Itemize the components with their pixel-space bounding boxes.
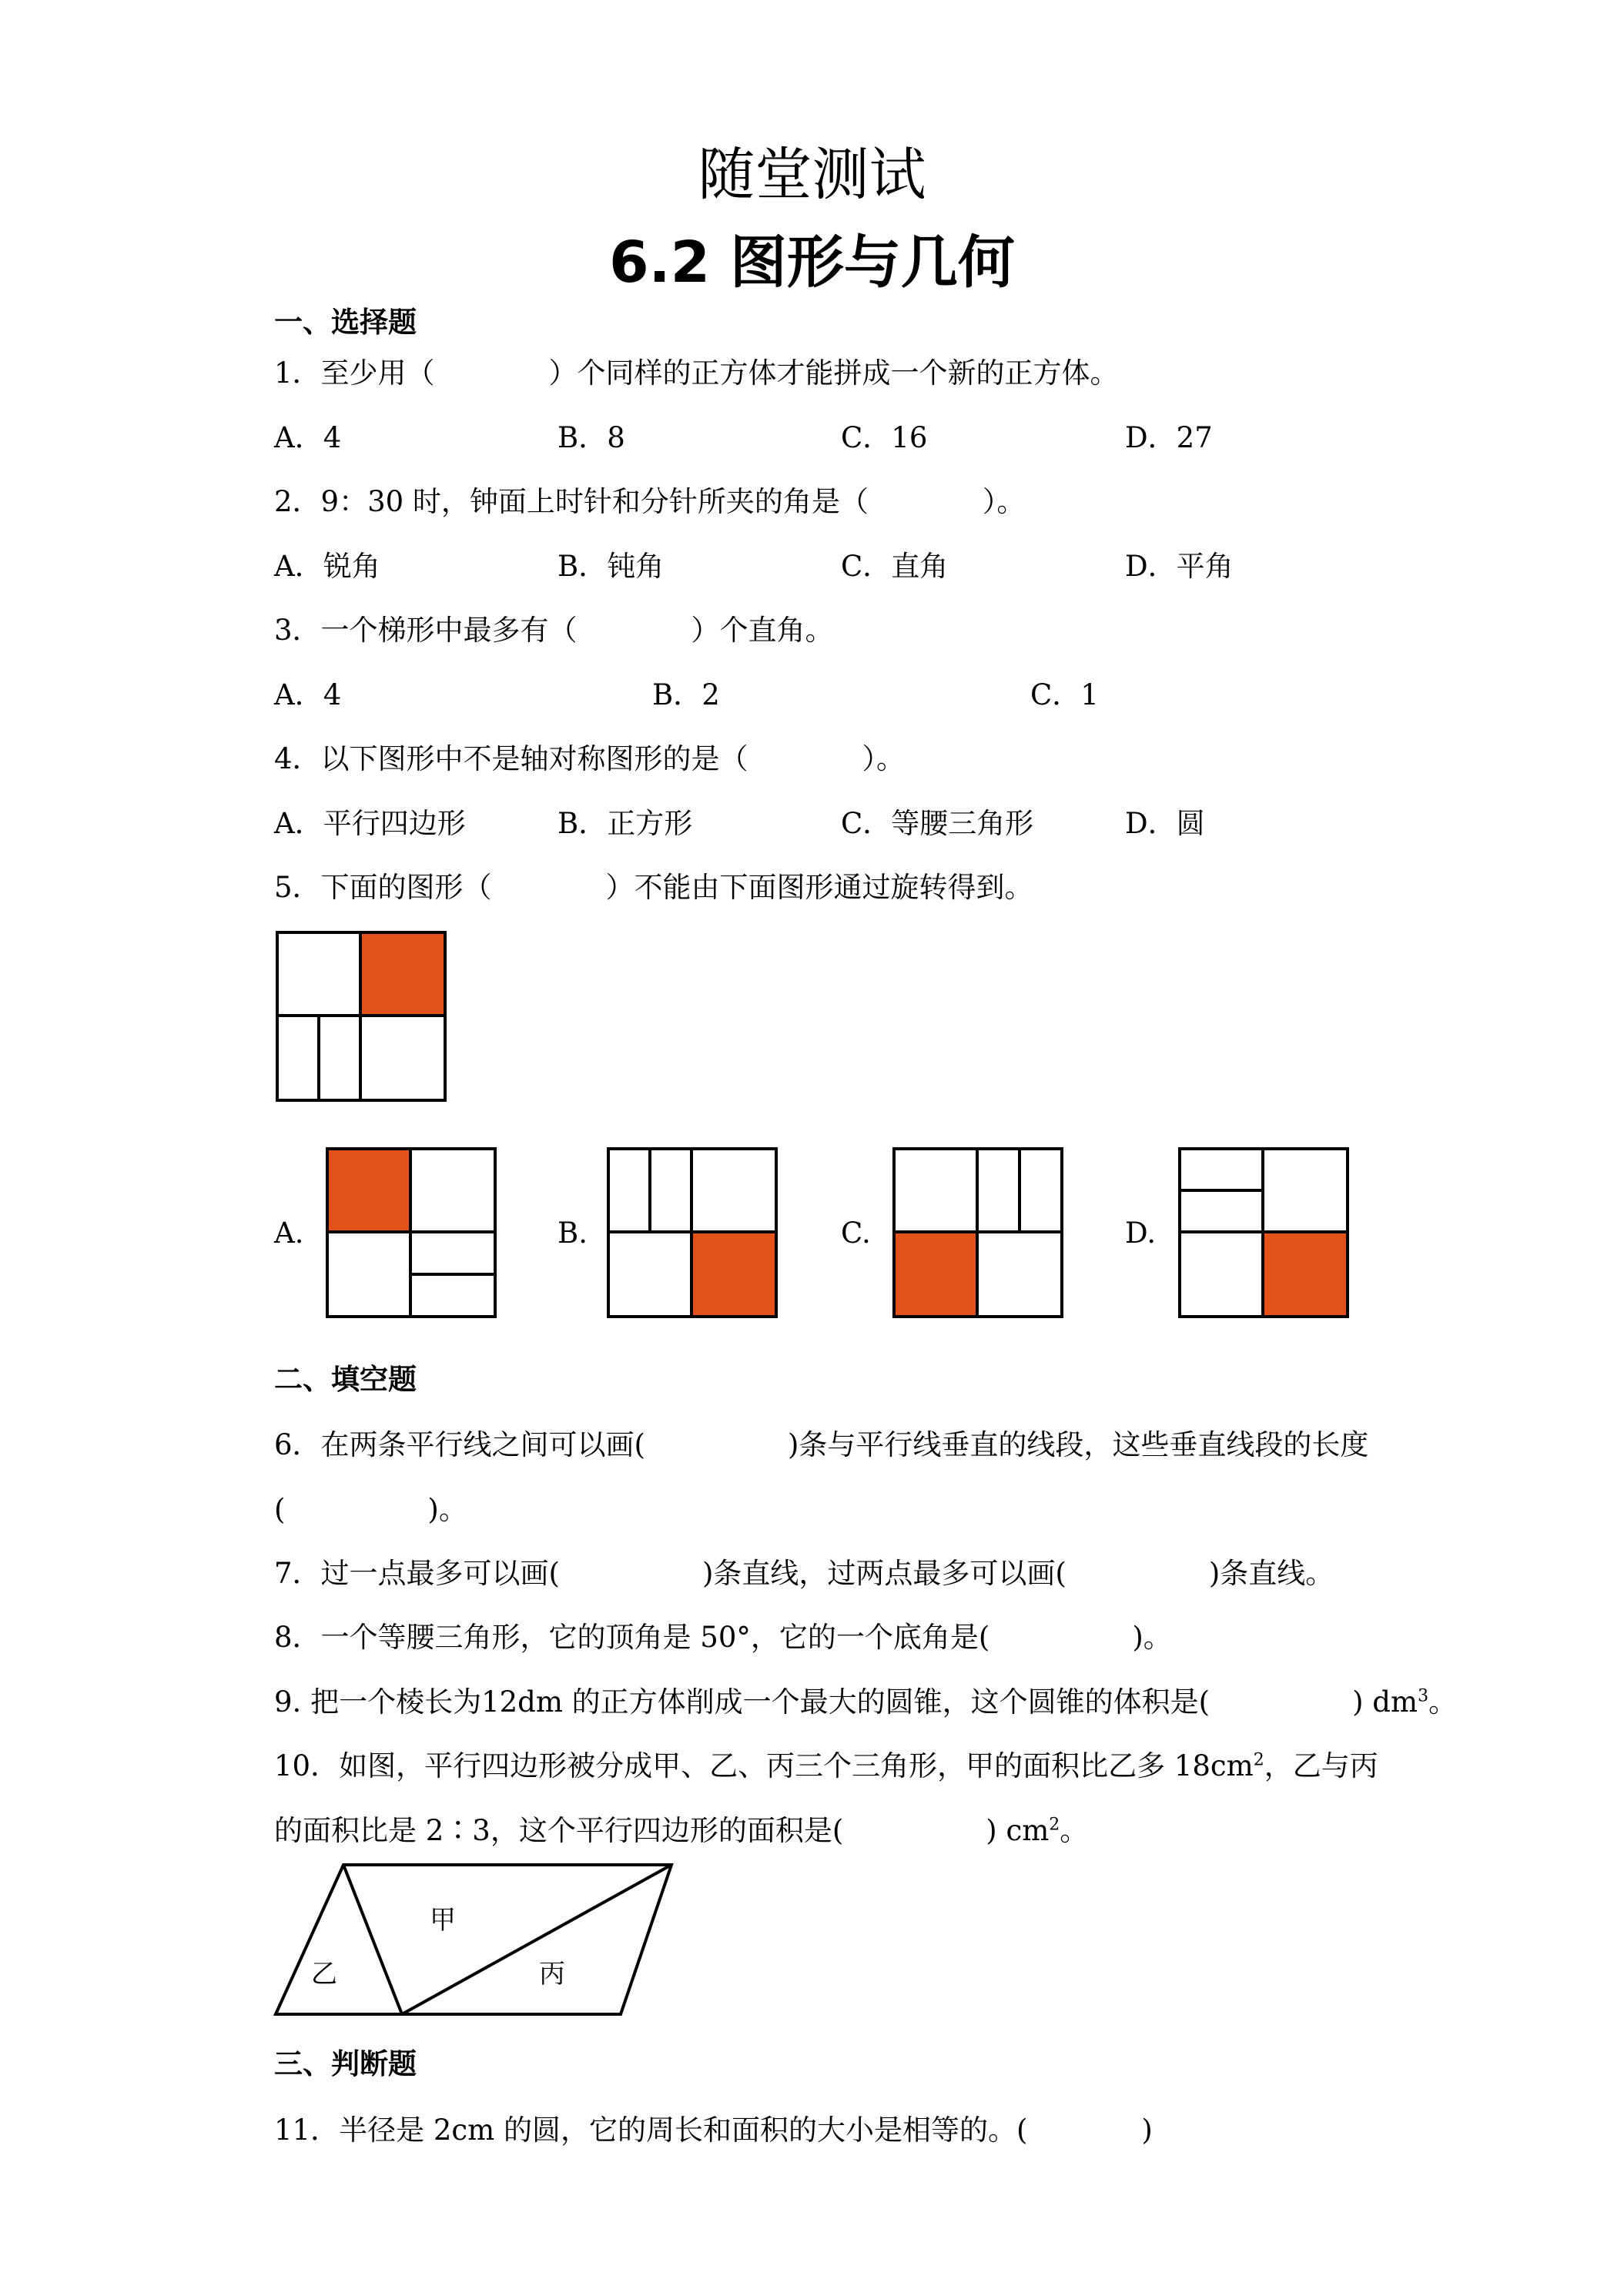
q10-exponent-2: 2 — [1049, 1815, 1060, 1835]
page-title: 随堂测试 — [698, 142, 926, 208]
question-6-line-2: ( )。 — [274, 1493, 467, 1526]
question-6-line-1: 6．在两条平行线之间可以画( )条与平行线垂直的线段，这些垂直线段的长度 — [274, 1428, 1369, 1461]
question-11: 11．半径是 2cm 的圆，它的周长和面积的大小是相等的。( ) — [274, 2114, 1153, 2147]
q3-option-a[interactable]: A．4 — [274, 678, 342, 711]
question-10-line-1: 10．如图，平行四边形被分成甲、乙、丙三个三角形，甲的面积比乙多 $18cm^2$，乙与丙 — [274, 1749, 1378, 1782]
q3-option-c[interactable]: C．1 — [1030, 678, 1099, 711]
q1-option-b[interactable]: B．8 — [558, 421, 625, 454]
question-1: 1．至少用（ ）个同样的正方体才能拼成一个新的正方体。 — [274, 356, 1119, 390]
question-8: 8．一个等腰三角形，它的顶角是 50°，它的一个底角是( )。 — [274, 1621, 1172, 1654]
q5-option-d-figure[interactable] — [1178, 1147, 1349, 1318]
question-9: 9. 把一个棱长为12dm 的正方体削成一个最大的圆锥，这个圆锥的体积是( ) $dm^3$。 — [274, 1685, 1458, 1719]
page-subtitle: 6.2 图形与几何 — [609, 229, 1015, 296]
q5-option-c-figure[interactable] — [892, 1147, 1063, 1318]
q10-exponent-1: 2 — [1253, 1750, 1264, 1770]
q5-option-d[interactable]: D. — [1125, 1217, 1157, 1250]
q10-label-jia: 甲 — [430, 1905, 456, 1936]
q4-option-b[interactable]: B．正方形 — [558, 807, 693, 840]
section-choice: 一、选择题 — [274, 306, 417, 339]
q2-option-d[interactable]: D．平角 — [1125, 550, 1234, 583]
q10-label-bing: 丙 — [539, 1959, 565, 1990]
q4-option-a[interactable]: A．平行四边形 — [274, 807, 466, 840]
q10-label-yi: 乙 — [311, 1959, 337, 1990]
q3-option-b[interactable]: B．2 — [652, 678, 720, 711]
question-2: 2．9：30 时，钟面上时针和分针所夹的角是（ ）。 — [274, 485, 1026, 518]
q9-exponent: 3 — [1418, 1686, 1429, 1706]
q5-reference-figure — [276, 931, 447, 1102]
q1-option-d[interactable]: D．27 — [1125, 421, 1213, 454]
q1-option-a[interactable]: A．4 — [274, 421, 342, 454]
q2-option-a[interactable]: A．锐角 — [274, 550, 380, 583]
question-7: 7．过一点最多可以画( )条直线，过两点最多可以画( )条直线。 — [274, 1557, 1334, 1590]
question-10-line-2: 的面积比是 2∶3，这个平行四边形的面积是( ) $cm^2$。 — [274, 1814, 1089, 1847]
q5-option-a-figure[interactable] — [326, 1147, 497, 1318]
q1-option-c[interactable]: C．16 — [841, 421, 928, 454]
question-4: 4．以下图形中不是轴对称图形的是（ ）。 — [274, 742, 906, 775]
question-3: 3．一个梯形中最多有（ ）个直角。 — [274, 614, 834, 647]
q2-option-b[interactable]: B．钝角 — [558, 550, 665, 583]
q5-option-a[interactable]: A. — [274, 1217, 304, 1250]
section-fill-blank: 二、填空题 — [274, 1363, 417, 1396]
q2-option-c[interactable]: C．直角 — [841, 550, 949, 583]
section-true-false: 三、判断题 — [274, 2047, 417, 2080]
q5-option-b[interactable]: B. — [558, 1217, 588, 1250]
q5-option-c[interactable]: C. — [841, 1217, 871, 1250]
q4-option-c[interactable]: C．等腰三角形 — [841, 807, 1034, 840]
question-5: 5．下面的图形（ ）不能由下面图形通过旋转得到。 — [274, 871, 1033, 904]
q5-option-b-figure[interactable] — [607, 1147, 778, 1318]
q10-parallelogram-figure — [273, 1862, 673, 2017]
q4-option-d[interactable]: D．圆 — [1125, 807, 1205, 840]
